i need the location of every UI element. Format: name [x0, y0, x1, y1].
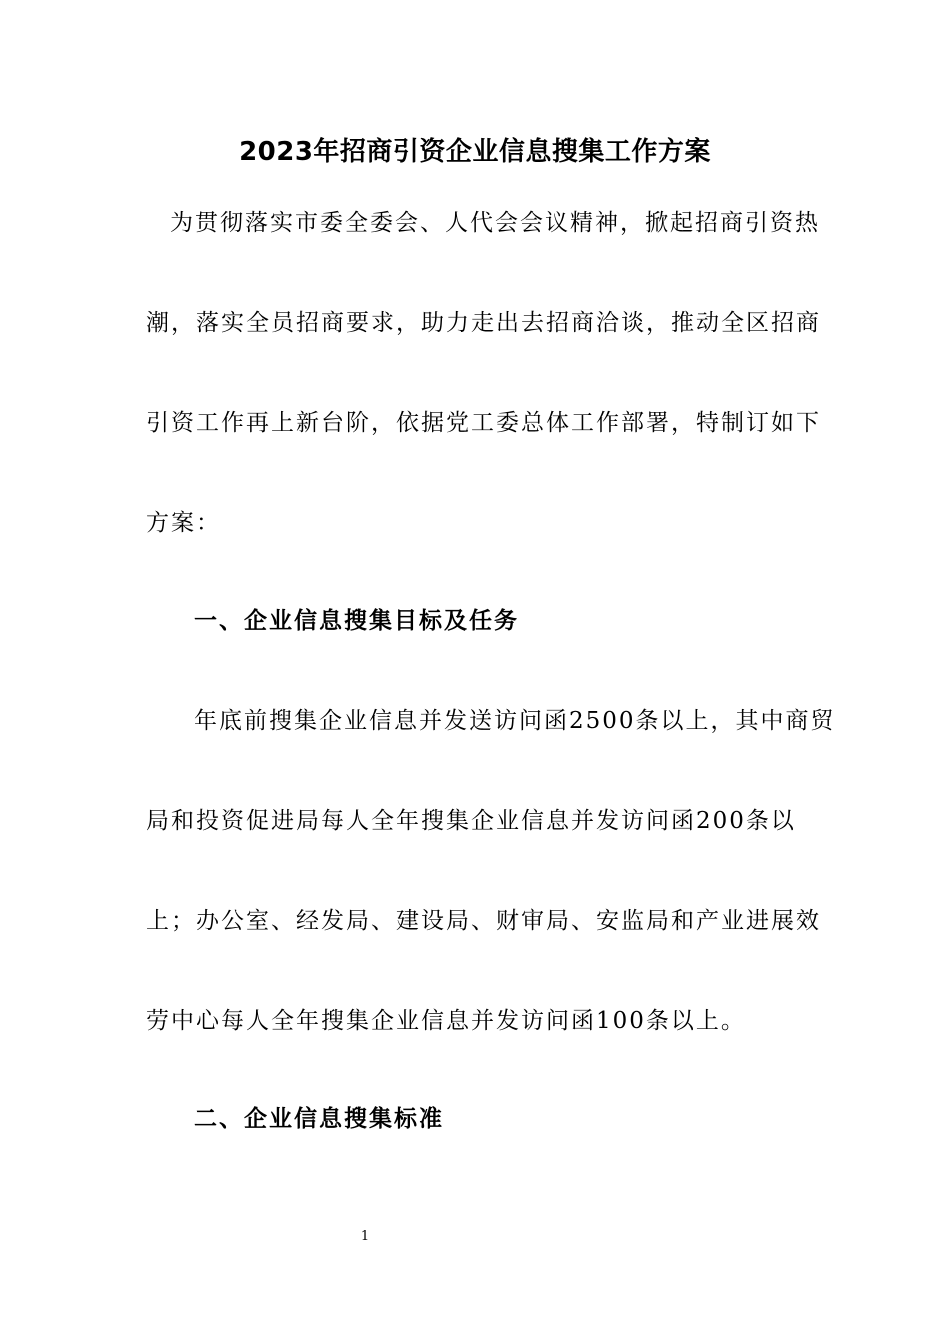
section-1-line-4: 劳中心每人全年搜集企业信息并发访问函100条以上。 — [146, 1008, 746, 1034]
section-1-line-3: 上；办公室、经发局、建设局、财审局、安监局和产业进展效 — [146, 908, 821, 934]
page-number: 1 — [360, 1229, 370, 1244]
intro-line-1: 为贯彻落实市委全委会、人代会会议精神，掀起招商引资热 — [170, 210, 820, 236]
intro-line-4: 方案： — [146, 510, 221, 536]
section-1-line-1: 年底前搜集企业信息并发送访问函2500条以上，其中商贸 — [194, 708, 836, 734]
intro-line-2: 潮，落实全员招商要求，助力走出去招商洽谈，推动全区招商 — [146, 310, 821, 336]
intro-line-3: 引资工作再上新台阶，依据党工委总体工作部署，特制订如下 — [146, 410, 821, 436]
document-title: 2023年招商引资企业信息搜集工作方案 — [239, 137, 711, 167]
section-1-line-2: 局和投资促进局每人全年搜集企业信息并发访问函200条以 — [146, 808, 796, 834]
section-2-heading: 二、企业信息搜集标准 — [194, 1105, 444, 1132]
section-1-heading: 一、企业信息搜集目标及任务 — [194, 607, 519, 634]
